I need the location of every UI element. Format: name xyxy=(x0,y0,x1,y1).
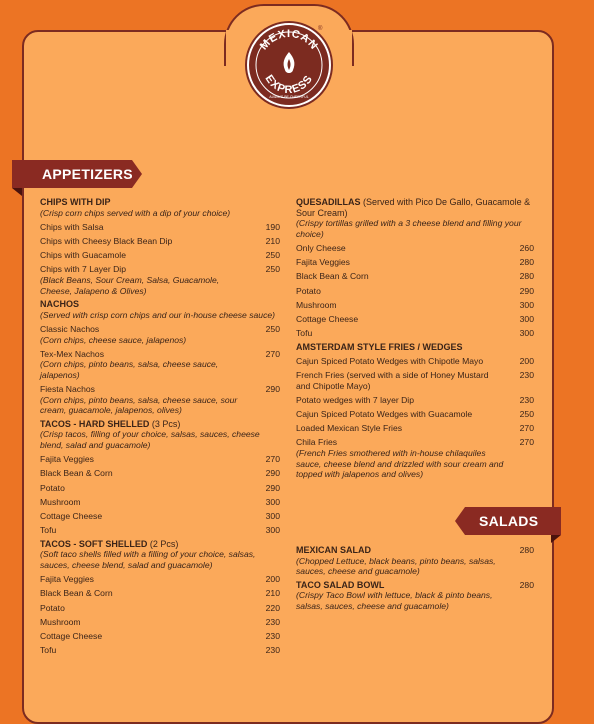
menu-item-name: Cajun Spiced Potato Wedges with Chipotle Mayo xyxy=(296,355,484,366)
menu-item-name-block xyxy=(296,243,512,254)
section-title-text: TACOS - HARD SHELLED xyxy=(40,418,150,429)
menu-item-price: 250 xyxy=(265,250,280,261)
banner-salads xyxy=(465,507,561,535)
menu-item-name-block xyxy=(296,271,512,282)
menu-item-name-block xyxy=(40,603,258,614)
menu-item-name: Tofu xyxy=(40,645,57,656)
menu-item xyxy=(40,511,280,522)
menu-item-name-block xyxy=(296,423,512,434)
menu-item-name-block xyxy=(40,511,258,522)
menu-item-name: Tex-Mex Nachos xyxy=(40,348,104,359)
menu-item-name-block xyxy=(296,395,512,406)
section-title xyxy=(40,299,280,310)
menu-item-price: 270 xyxy=(519,437,534,448)
menu-item xyxy=(296,395,534,406)
section-title xyxy=(296,197,534,218)
section-description: (Served with crisp corn chips and our in-house cheese sauce) xyxy=(40,309,276,320)
menu-item-name: Chips with Cheesy Black Bean Dip xyxy=(40,235,173,246)
appetizers-right-column xyxy=(296,197,534,480)
menu-item-name: Potato xyxy=(40,602,65,613)
menu-item xyxy=(40,222,280,233)
salad-item-title: TACO SALAD BOWL xyxy=(296,579,385,590)
menu-item xyxy=(40,588,280,599)
menu-item-name-block xyxy=(296,300,512,311)
menu-item-name: Chila Fries xyxy=(296,437,338,448)
menu-item xyxy=(296,314,534,325)
menu-item xyxy=(296,409,534,420)
menu-item-name-block xyxy=(40,525,258,536)
menu-item-price: 270 xyxy=(265,454,280,465)
menu-item xyxy=(40,574,280,585)
section-subtitle: (2 Pcs) xyxy=(147,538,179,549)
menu-item-price: 290 xyxy=(265,482,280,493)
menu-item xyxy=(40,236,280,247)
menu-item xyxy=(296,437,534,479)
menu-item xyxy=(296,243,534,254)
menu-item-name-block xyxy=(40,588,258,599)
menu-item-name: Tofu xyxy=(40,525,57,536)
menu-item-name-block xyxy=(40,645,258,656)
menu-item-price: 300 xyxy=(519,313,534,324)
menu-item-name-block xyxy=(40,222,258,233)
section-description: (Crisp corn chips served with a dip of your choice) xyxy=(40,207,231,218)
menu-item-name-block xyxy=(296,437,512,479)
registered-mark: ® xyxy=(318,26,323,32)
menu-item xyxy=(296,328,534,339)
menu-item-price: 250 xyxy=(265,264,280,275)
menu-item xyxy=(40,603,280,614)
menu-item xyxy=(296,257,534,268)
salad-item-block xyxy=(296,545,512,577)
menu-item-price: 290 xyxy=(265,468,280,479)
menu-item-price: 300 xyxy=(265,496,280,507)
menu-item-name-block xyxy=(296,328,512,339)
menu-item xyxy=(296,370,534,391)
banner-appetizers-label: APPETIZERS xyxy=(42,166,133,182)
menu-item-name-block xyxy=(40,497,258,508)
menu-item-note: (Corn chips, pinto beans, salsa, cheese sauce, sour cream, guacamole, jalapenos, olives) xyxy=(40,394,238,416)
menu-item-name-block xyxy=(296,286,512,297)
menu-item-name-block xyxy=(40,349,258,381)
menu-item xyxy=(40,264,280,296)
menu-item xyxy=(40,525,280,536)
menu-item-price: 250 xyxy=(519,409,534,420)
menu-item-price: 300 xyxy=(519,328,534,339)
menu-item xyxy=(40,497,280,508)
salad-item-price: 280 xyxy=(519,579,534,590)
menu-item-name: Black Bean & Corn xyxy=(40,468,113,479)
menu-item-name: Chips with Salsa xyxy=(40,221,104,232)
menu-item xyxy=(40,349,280,381)
menu-item xyxy=(40,645,280,656)
menu-item-price: 300 xyxy=(519,299,534,310)
salad-item xyxy=(296,545,534,577)
section-title-text: QUESADILLAS xyxy=(296,197,361,207)
menu-item-price: 230 xyxy=(519,370,534,381)
menu-item-name: Mushroom xyxy=(40,496,81,507)
section-subtitle: (3 Pcs) xyxy=(149,418,181,429)
menu-item-name: Only Cheese xyxy=(296,242,346,253)
menu-item-price: 250 xyxy=(265,323,280,334)
menu-item-name: French Fries (served with a side of Honey Mustard and Chipotle Mayo) xyxy=(296,370,489,391)
menu-item xyxy=(296,286,534,297)
menu-item-price: 270 xyxy=(265,348,280,359)
section-subtitle: (Served with Pico De Gallo, Guacamole & Sour Cream) xyxy=(296,197,531,218)
menu-item-name-block xyxy=(296,409,512,420)
menu-item-name-block xyxy=(40,324,258,345)
brand-name-bottom: EXPRESS xyxy=(262,72,316,96)
menu-item xyxy=(296,271,534,282)
menu-item-name-block xyxy=(296,257,512,268)
menu-item-note: (Corn chips, cheese sauce, jalapenos) xyxy=(40,334,187,345)
salad-item-description: (Crispy Taco Bowl with lettuce, black & pinto beans, salsas, sauces, cheese and guacamole) xyxy=(296,590,493,611)
menu-item-name-block xyxy=(40,264,258,296)
menu-item-name: Cottage Cheese xyxy=(40,630,103,641)
section-title-text: CHIPS WITH DIP xyxy=(40,197,111,207)
menu-item xyxy=(40,631,280,642)
brand-tagline: ALWAYS BE CHEERFUL xyxy=(269,95,309,99)
menu-item-note: (French Fries smothered with in-house chilaquiles sauce, cheese blend and drizzled with sour cream and topped with jalapenos and olives) xyxy=(296,448,504,480)
menu-item-name: Chips with 7 Layer Dip xyxy=(40,264,126,275)
menu-item-name: Classic Nachos xyxy=(40,323,100,334)
menu-item-price: 280 xyxy=(519,257,534,268)
menu-item-name: Black Bean & Corn xyxy=(40,588,113,599)
menu-item-name-block xyxy=(40,236,258,247)
menu-item-price: 290 xyxy=(265,384,280,395)
menu-item-name: Mushroom xyxy=(40,616,81,627)
section-title-text: TACOS - SOFT SHELLED xyxy=(40,538,148,549)
menu-item xyxy=(40,324,280,345)
menu-item-name: Mushroom xyxy=(296,299,337,310)
menu-item-name: Tofu xyxy=(296,328,313,339)
menu-item-name-block xyxy=(40,250,258,261)
section-description: (Crispy tortillas grilled with a 3 cheese blend and filling your choice) xyxy=(296,218,522,239)
menu-item-note: (Black Beans, Sour Cream, Salsa, Guacamole, Cheese, Jalapeno & Olives) xyxy=(40,274,220,296)
menu-item-price: 300 xyxy=(265,525,280,536)
menu-item-name-block xyxy=(40,617,258,628)
menu-item xyxy=(296,356,534,367)
menu-item-price: 290 xyxy=(519,285,534,296)
menu-item-name-block xyxy=(296,370,512,391)
section-description: (Crisp tacos, filling of your choice, salsas, sauces, cheese blend, salad and guacamole) xyxy=(40,429,260,451)
menu-item-name-block xyxy=(40,483,258,494)
menu-item-price: 280 xyxy=(519,271,534,282)
menu-item-name-block xyxy=(296,356,512,367)
menu-item xyxy=(296,300,534,311)
menu-item xyxy=(40,617,280,628)
menu-item-name: Chips with Guacamole xyxy=(40,250,126,261)
menu-item-name: Potato xyxy=(40,482,65,493)
menu-item xyxy=(40,250,280,261)
menu-item-note: (Corn chips, pinto beans, salsa, cheese sauce, jalapenos) xyxy=(40,359,219,380)
salad-item-title: MEXICAN SALAD xyxy=(296,545,372,555)
brand-name-top: MEXICAN xyxy=(257,27,321,53)
menu-item-price: 210 xyxy=(265,235,280,246)
menu-item xyxy=(40,483,280,494)
menu-item-name: Black Bean & Corn xyxy=(296,271,369,282)
menu-item-name: Loaded Mexican Style Fries xyxy=(296,423,403,434)
menu-item-name-block xyxy=(40,574,258,585)
menu-item-name-block xyxy=(40,384,258,416)
menu-item-name-block xyxy=(40,468,258,479)
menu-item xyxy=(40,454,280,465)
menu-item-price: 230 xyxy=(265,645,280,656)
salad-item-description: (Chopped Lettuce, black beans, pinto beans, salsas, sauces, cheese and guacamole) xyxy=(296,555,496,577)
salads-column xyxy=(296,545,534,612)
salad-item xyxy=(296,580,534,612)
banner-appetizers xyxy=(12,160,132,188)
menu-item-name: Fajita Veggies xyxy=(40,454,94,465)
section-title xyxy=(296,342,534,353)
section-title xyxy=(40,197,280,208)
salad-item-price: 280 xyxy=(519,545,534,555)
menu-item-price: 220 xyxy=(265,602,280,613)
menu-item-name: Cottage Cheese xyxy=(296,313,359,324)
section-title xyxy=(40,419,280,430)
menu-item-price: 230 xyxy=(265,630,280,641)
banner-salads-label: SALADS xyxy=(479,513,539,529)
appetizers-left-column xyxy=(40,197,280,656)
menu-item-name-block xyxy=(296,314,512,325)
section-description: (Soft taco shells filled with a filling of your choice, salsas, sauces, cheese blend, salad and guacamole) xyxy=(40,549,256,570)
menu-item-price: 260 xyxy=(519,242,534,253)
menu-item-name: Potato xyxy=(296,285,321,296)
menu-item-price: 270 xyxy=(519,423,534,434)
section-title-text: AMSTERDAM STYLE FRIES / WEDGES xyxy=(296,341,463,352)
section-title-text: NACHOS xyxy=(40,299,80,310)
menu-item-name: Fiesta Nachos xyxy=(40,384,95,395)
section-title xyxy=(40,539,280,550)
menu-item-name: Fajita Veggies xyxy=(296,257,350,268)
menu-item xyxy=(40,384,280,416)
menu-item-price: 210 xyxy=(265,588,280,599)
menu-item-name: Fajita Veggies xyxy=(40,574,94,585)
salad-item-block xyxy=(296,580,512,612)
menu-item-name: Cajun Spiced Potato Wedges with Guacamole xyxy=(296,409,473,420)
menu-item-name: Potato wedges with 7 layer Dip xyxy=(296,394,414,405)
brand-logo xyxy=(247,23,331,107)
menu-item-name-block xyxy=(40,454,258,465)
menu-item-price: 190 xyxy=(265,221,280,232)
menu-item xyxy=(296,423,534,434)
menu-item-price: 200 xyxy=(519,355,534,366)
menu-item-name-block xyxy=(40,631,258,642)
menu-item-price: 230 xyxy=(519,394,534,405)
menu-item xyxy=(40,468,280,479)
menu-item-price: 230 xyxy=(265,616,280,627)
menu-item-price: 300 xyxy=(265,510,280,521)
menu-item-price: 200 xyxy=(265,574,280,585)
menu-item-name: Cottage Cheese xyxy=(40,510,103,521)
